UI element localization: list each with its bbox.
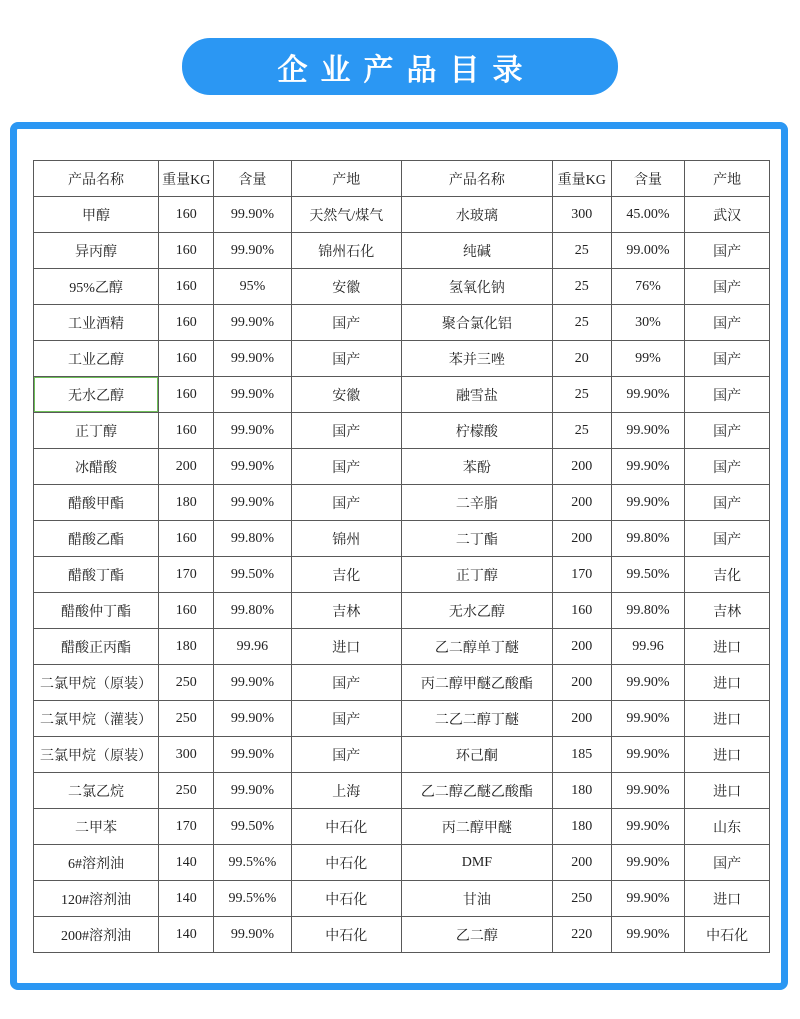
- table-cell: 99.90%: [214, 449, 291, 485]
- table-cell: 99.90%: [214, 917, 291, 953]
- column-header: 重量KG: [552, 161, 611, 197]
- table-cell: 140: [159, 845, 214, 881]
- table-cell: 99.90%: [611, 701, 685, 737]
- table-cell: 吉林: [291, 593, 401, 629]
- table-cell: 中石化: [291, 917, 401, 953]
- table-row: [34, 233, 770, 269]
- table-cell: 国产: [291, 341, 401, 377]
- table-cell: 环己酮: [401, 737, 552, 773]
- table-cell: 99.90%: [214, 485, 291, 521]
- table-cell: 国产: [291, 305, 401, 341]
- table-cell: 76%: [611, 269, 685, 305]
- table-cell: 160: [159, 269, 214, 305]
- table-cell: 国产: [685, 449, 770, 485]
- table-cell: 180: [552, 809, 611, 845]
- table-cell: 丙二醇甲醚乙酸酯: [401, 665, 552, 701]
- table-cell: 国产: [291, 449, 401, 485]
- table-cell: 锦州: [291, 521, 401, 557]
- table-cell: 乙二醇乙醚乙酸酯: [401, 773, 552, 809]
- table-cell: 工业乙醇: [34, 341, 159, 377]
- table-cell: 160: [159, 593, 214, 629]
- table-cell: 国产: [685, 341, 770, 377]
- table-row: [34, 485, 770, 521]
- table-cell: 99.50%: [214, 557, 291, 593]
- table-cell: 95%乙醇: [34, 269, 159, 305]
- column-header: 产地: [685, 161, 770, 197]
- table-cell: 99.5%%: [214, 881, 291, 917]
- table-cell: 醋酸正丙酯: [34, 629, 159, 665]
- table-cell: 二辛脂: [401, 485, 552, 521]
- table-cell: 进口: [291, 629, 401, 665]
- table-cell: 中石化: [291, 881, 401, 917]
- table-cell: 99.50%: [214, 809, 291, 845]
- table-cell: 中石化: [291, 809, 401, 845]
- table-cell: 二氯甲烷（灌装）: [34, 701, 159, 737]
- table-cell: 45.00%: [611, 197, 685, 233]
- column-header: 产品名称: [401, 161, 552, 197]
- table-cell: 丙二醇甲醚: [401, 809, 552, 845]
- table-row: [34, 809, 770, 845]
- table-cell: 99.80%: [214, 521, 291, 557]
- table-cell: 甘油: [401, 881, 552, 917]
- table-cell: 160: [159, 197, 214, 233]
- table-cell: 工业酒精: [34, 305, 159, 341]
- table-cell: 山东: [685, 809, 770, 845]
- table-cell: 甲醇: [34, 197, 159, 233]
- table-cell: 上海: [291, 773, 401, 809]
- table-cell: 融雪盐: [401, 377, 552, 413]
- table-cell: 160: [159, 377, 214, 413]
- table-cell: 99.90%: [611, 809, 685, 845]
- table-cell: 国产: [685, 269, 770, 305]
- table-row: [34, 557, 770, 593]
- table-cell: 95%: [214, 269, 291, 305]
- table-cell: 锦州石化: [291, 233, 401, 269]
- table-cell: 二乙二醇丁醚: [401, 701, 552, 737]
- table-cell: 醋酸乙酯: [34, 521, 159, 557]
- table-cell: 200: [552, 845, 611, 881]
- table-cell: 冰醋酸: [34, 449, 159, 485]
- table-body: [34, 197, 770, 953]
- table-cell: 99.90%: [214, 665, 291, 701]
- table-cell: 国产: [291, 665, 401, 701]
- table-row: [34, 593, 770, 629]
- table-cell: 二甲苯: [34, 809, 159, 845]
- table-cell: 99.90%: [611, 665, 685, 701]
- table-cell: 25: [552, 305, 611, 341]
- table-cell: 99.90%: [611, 881, 685, 917]
- table-cell: 250: [159, 665, 214, 701]
- table-cell: 醋酸仲丁酯: [34, 593, 159, 629]
- table-cell: 99.90%: [214, 701, 291, 737]
- table-row: [34, 665, 770, 701]
- table-cell: 国产: [291, 701, 401, 737]
- table-cell: 国产: [685, 845, 770, 881]
- table-cell: 无水乙醇: [401, 593, 552, 629]
- table-cell: 二丁酯: [401, 521, 552, 557]
- table-cell: 醋酸甲酯: [34, 485, 159, 521]
- table-cell: 正丁醇: [401, 557, 552, 593]
- table-cell: 200: [159, 449, 214, 485]
- table-cell: 异丙醇: [34, 233, 159, 269]
- table-cell: 25: [552, 413, 611, 449]
- table-row: [34, 845, 770, 881]
- table-cell: 99.90%: [611, 917, 685, 953]
- table-cell: 99.90%: [611, 737, 685, 773]
- table-cell: 二氯甲烷（原装）: [34, 665, 159, 701]
- table-cell: 180: [552, 773, 611, 809]
- table-row: [34, 737, 770, 773]
- table-cell: 中石化: [685, 917, 770, 953]
- table-cell: 185: [552, 737, 611, 773]
- table-cell: 200: [552, 665, 611, 701]
- table-cell: 吉化: [291, 557, 401, 593]
- table-cell: 6#溶剂油: [34, 845, 159, 881]
- table-cell: 国产: [685, 377, 770, 413]
- table-cell: 吉化: [685, 557, 770, 593]
- table-cell: 水玻璃: [401, 197, 552, 233]
- table-cell: 120#溶剂油: [34, 881, 159, 917]
- table-cell: 进口: [685, 773, 770, 809]
- table-row: [34, 197, 770, 233]
- table-cell: 300: [159, 737, 214, 773]
- table-cell: 140: [159, 917, 214, 953]
- table-cell: 吉林: [685, 593, 770, 629]
- table-cell: 99.00%: [611, 233, 685, 269]
- table-cell: 99.90%: [611, 773, 685, 809]
- table-cell: 99.90%: [611, 845, 685, 881]
- table-cell: 国产: [685, 413, 770, 449]
- table-cell: 柠檬酸: [401, 413, 552, 449]
- table-cell: 99.90%: [611, 413, 685, 449]
- table-cell: 99.50%: [611, 557, 685, 593]
- table-row: [34, 305, 770, 341]
- table-cell: 醋酸丁酯: [34, 557, 159, 593]
- table-cell: 99.80%: [214, 593, 291, 629]
- table-cell: 160: [552, 593, 611, 629]
- table-cell: 正丁醇: [34, 413, 159, 449]
- table-row: [34, 449, 770, 485]
- table-header-row: [34, 161, 770, 197]
- table-row: [34, 341, 770, 377]
- table-cell: 160: [159, 341, 214, 377]
- table-cell: 99.5%%: [214, 845, 291, 881]
- table-cell: 25: [552, 269, 611, 305]
- column-header: 产地: [291, 161, 401, 197]
- table-cell: 20: [552, 341, 611, 377]
- column-header: 重量KG: [159, 161, 214, 197]
- table-cell: DMF: [401, 845, 552, 881]
- table-cell: 纯碱: [401, 233, 552, 269]
- table-row: [34, 521, 770, 557]
- table-cell: 国产: [291, 485, 401, 521]
- table-cell: 安徽: [291, 269, 401, 305]
- table-cell: 国产: [291, 737, 401, 773]
- table-cell: 200#溶剂油: [34, 917, 159, 953]
- table-row: [34, 413, 770, 449]
- table-cell: 200: [552, 521, 611, 557]
- table-cell: 氢氧化钠: [401, 269, 552, 305]
- table-cell: 99.90%: [214, 737, 291, 773]
- table-cell: 99.96: [214, 629, 291, 665]
- table-cell: 200: [552, 629, 611, 665]
- table-row: [34, 917, 770, 953]
- table-cell: 99.80%: [611, 593, 685, 629]
- table-row: [34, 773, 770, 809]
- table-cell: 安徽: [291, 377, 401, 413]
- column-header: 含量: [611, 161, 685, 197]
- table-cell: 99.90%: [214, 413, 291, 449]
- table-cell: 国产: [685, 233, 770, 269]
- table-cell: 99.90%: [214, 305, 291, 341]
- table-cell: 99.90%: [611, 377, 685, 413]
- table-cell: 250: [552, 881, 611, 917]
- table-row: [34, 629, 770, 665]
- table-cell: 国产: [291, 413, 401, 449]
- table-cell: 180: [159, 485, 214, 521]
- table-cell: 天然气/煤气: [291, 197, 401, 233]
- table-cell: 30%: [611, 305, 685, 341]
- table-cell: 250: [159, 773, 214, 809]
- table-cell: 中石化: [291, 845, 401, 881]
- table-row: [34, 377, 770, 413]
- table-cell: 国产: [685, 305, 770, 341]
- column-header: 含量: [214, 161, 291, 197]
- table-cell: 无水乙醇: [34, 377, 159, 413]
- table-cell: 99.96: [611, 629, 685, 665]
- table-cell: 进口: [685, 665, 770, 701]
- table-cell: 200: [552, 485, 611, 521]
- table-cell: 99.90%: [214, 341, 291, 377]
- table-cell: 进口: [685, 701, 770, 737]
- table-header: [34, 161, 770, 197]
- table-cell: 三氯甲烷（原装）: [34, 737, 159, 773]
- table-cell: 170: [552, 557, 611, 593]
- table-row: [34, 701, 770, 737]
- table-cell: 160: [159, 305, 214, 341]
- table-cell: 99.90%: [611, 485, 685, 521]
- table-cell: 25: [552, 233, 611, 269]
- table-cell: 乙二醇单丁醚: [401, 629, 552, 665]
- table-cell: 99.90%: [214, 233, 291, 269]
- table-cell: 二氯乙烷: [34, 773, 159, 809]
- table-cell: 200: [552, 701, 611, 737]
- table-cell: 160: [159, 521, 214, 557]
- table-cell: 乙二醇: [401, 917, 552, 953]
- table-row: [34, 881, 770, 917]
- table-cell: 国产: [685, 485, 770, 521]
- table-cell: 99.90%: [214, 773, 291, 809]
- table-cell: 聚合氯化铝: [401, 305, 552, 341]
- table-cell: 99.90%: [214, 197, 291, 233]
- table-cell: 220: [552, 917, 611, 953]
- table-cell: 99.90%: [214, 377, 291, 413]
- table-cell: 170: [159, 809, 214, 845]
- table-cell: 250: [159, 701, 214, 737]
- table-cell: 180: [159, 629, 214, 665]
- table-cell: 160: [159, 413, 214, 449]
- table-cell: 25: [552, 377, 611, 413]
- column-header: 产品名称: [34, 161, 159, 197]
- table-cell: 99%: [611, 341, 685, 377]
- table-row: [34, 269, 770, 305]
- table-cell: 苯并三唑: [401, 341, 552, 377]
- table-cell: 160: [159, 233, 214, 269]
- table-cell: 武汉: [685, 197, 770, 233]
- title-banner: [182, 38, 618, 95]
- page-title: 企业产品目录: [277, 53, 536, 87]
- table-cell: 300: [552, 197, 611, 233]
- table-cell: 国产: [685, 521, 770, 557]
- table-cell: 99.80%: [611, 521, 685, 557]
- table-cell: 200: [552, 449, 611, 485]
- table-cell: 进口: [685, 629, 770, 665]
- table-cell: 苯酚: [401, 449, 552, 485]
- table-cell: 进口: [685, 881, 770, 917]
- table-cell: 170: [159, 557, 214, 593]
- product-table: [33, 160, 770, 953]
- table-cell: 140: [159, 881, 214, 917]
- table-cell: 99.90%: [611, 449, 685, 485]
- table-cell: 进口: [685, 737, 770, 773]
